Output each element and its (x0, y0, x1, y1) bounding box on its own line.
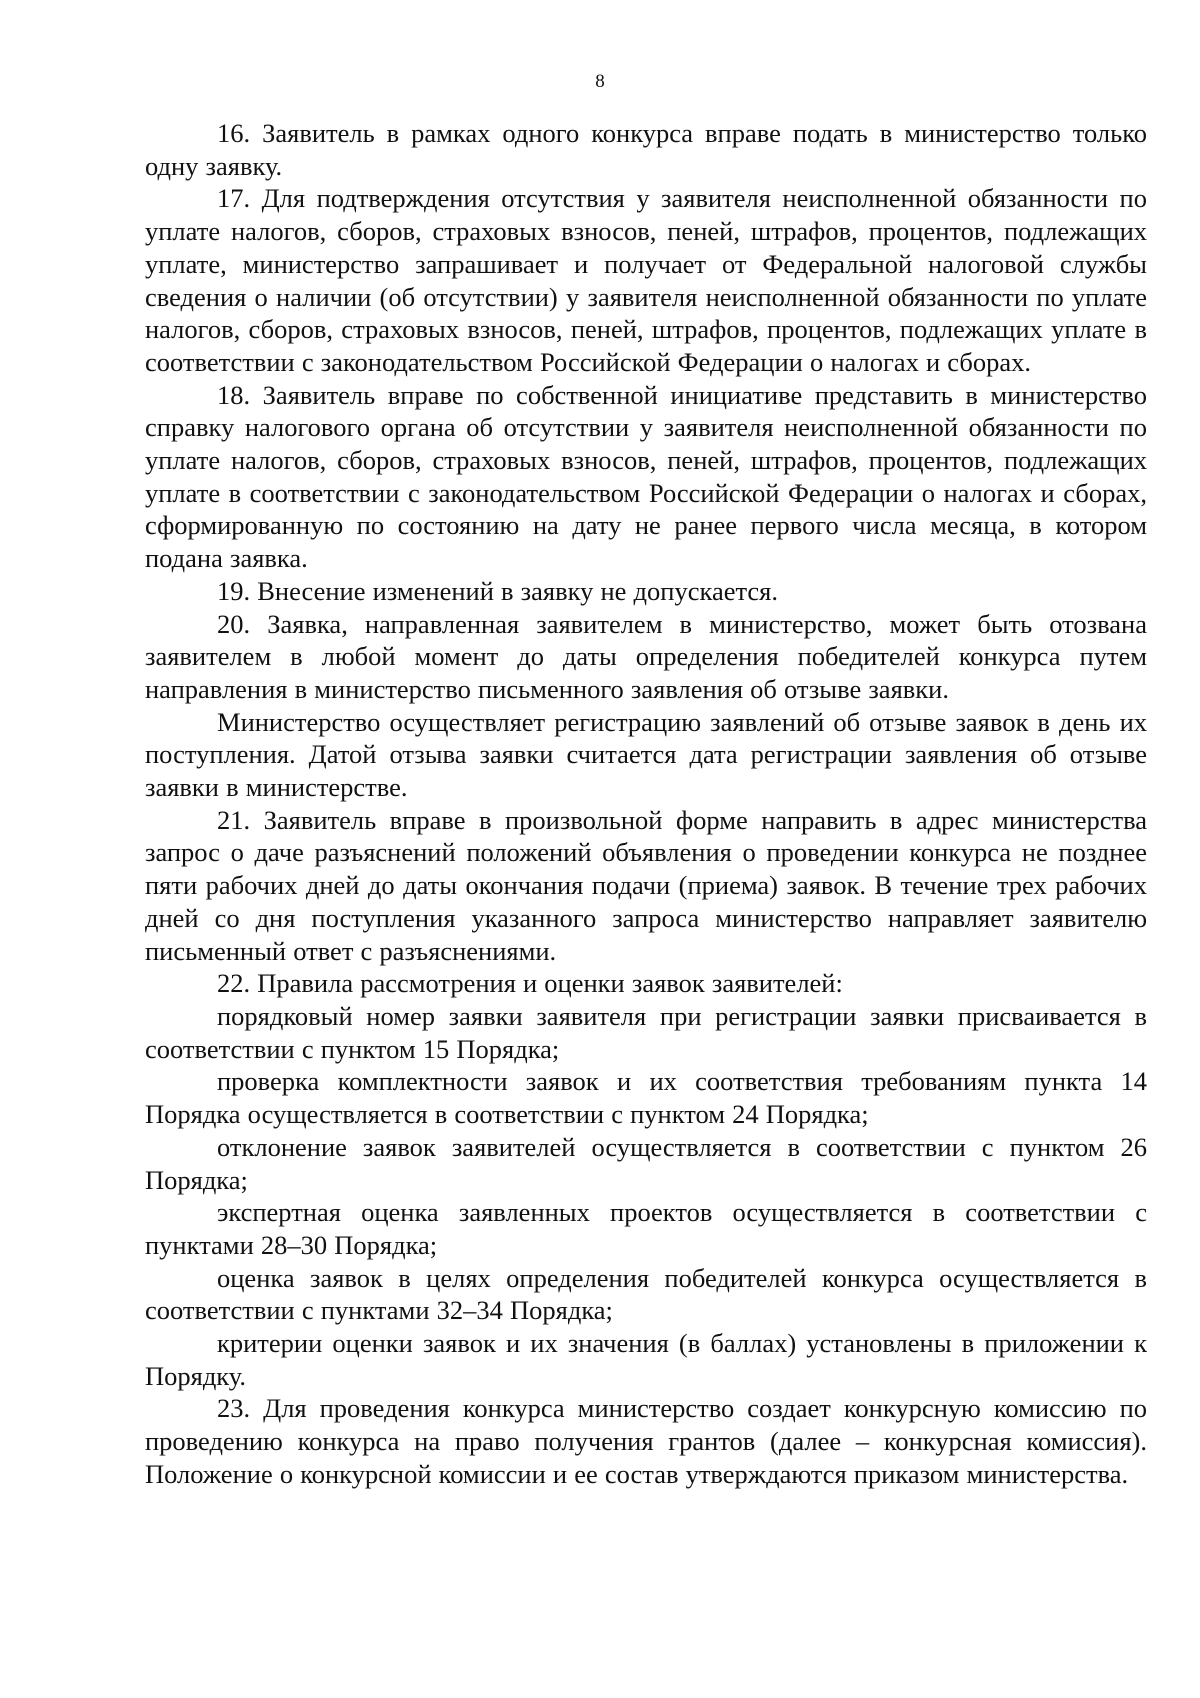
page-number: 8 (595, 71, 605, 92)
paragraph-19: 19. Внесение изменений в заявку не допускается. (217, 575, 778, 606)
paragraph-22-item-3: отклонение заявок заявителей осуществляется в соответствии с пунктом 26 Порядка; (145, 1131, 1147, 1195)
paragraph-20: 20. Заявка, направленная заявителем в министерство, может быть отозвана заявителем в любой момент до даты определения победителей конкурса путем направления в министерство письменного заявления об отзыве заявки. (145, 608, 1147, 704)
paragraph-22-item-5: оценка заявок в целях определения победителей конкурса осуществляется в соответствии с пунктами 32–34 Порядка; (145, 1262, 1147, 1326)
paragraph-21: 21. Заявитель вправе в произвольной форме направить в адрес министерства запрос о даче разъяснений положений объявления о проведении конкурса не позднее пяти рабочих дней до даты окончания подачи (приема) заявок. В течение трех рабочих дней со дня поступления указанного запроса министерство направляет заявителю письменный ответ с разъяснениями. (145, 804, 1147, 966)
paragraph-22-item-4: экспертная оценка заявленных проектов осуществляется в соответствии с пунктами 28–30 Порядка; (145, 1197, 1147, 1260)
document-body (145, 117, 1147, 1491)
paragraph-16: 16. Заявитель в рамках одного конкурса вправе подать в министерство только одну заявку. (145, 118, 1147, 181)
paragraph-23: 23. Для проведения конкурса министерство создает конкурсную комиссию по проведению конкурса на право получения грантов (далее – конкурсная комиссия). Положение о конкурсной комиссии и ее состав утверждаются приказом министерства. (145, 1393, 1147, 1489)
paragraph-22-item-1: порядковый номер заявки заявителя при регистрации заявки присваивается в соответствии с пунктом 15 Порядка; (145, 1000, 1147, 1064)
paragraph-20-continuation: Министерство осуществляет регистрацию заявлений об отзыве заявок в день их поступления. Датой отзыва заявки считается дата регистрации заявления об отзыве заявки в министерстве. (145, 706, 1147, 803)
paragraph-17: 17. Для подтверждения отсутствия у заявителя неисполненной обязанности по уплате налогов, сборов, страховых взносов, пеней, штрафов, процентов, подлежащих уплате, министерство запрашивает и получает от Федеральной налоговой службы сведения о наличии (об отсутствии) у заявителя неисполненной обязанности по уплате налогов, сборов, страховых взносов, пеней, штрафов, процентов, подлежащих уплате в соответствии с законодательством Российской Федерации о налогах и сборах. (145, 183, 1147, 377)
paragraph-22: 22. Правила рассмотрения и оценки заявок заявителей: (217, 968, 843, 999)
paragraph-22-item-6: критерии оценки заявок и их значения (в баллах) установлены в приложении к Порядку. (145, 1328, 1147, 1391)
paragraph-22-item-2: проверка комплектности заявок и их соответствия требованиям пункта 14 Порядка осуществляется в соответствии с пунктом 24 Порядка; (145, 1066, 1147, 1130)
paragraph-18: 18. Заявитель вправе по собственной инициативе представить в министерство справку налогового органа об отсутствии у заявителя неисполненной обязанности по уплате налогов, сборов, страховых взносов, пеней, штрафов, процентов, подлежащих уплате в соответствии с законодательством Российской Федерации о налогах и сборах, сформированную по состоянию на дату не ранее первого числа месяца, в котором подана заявка. (145, 379, 1147, 574)
